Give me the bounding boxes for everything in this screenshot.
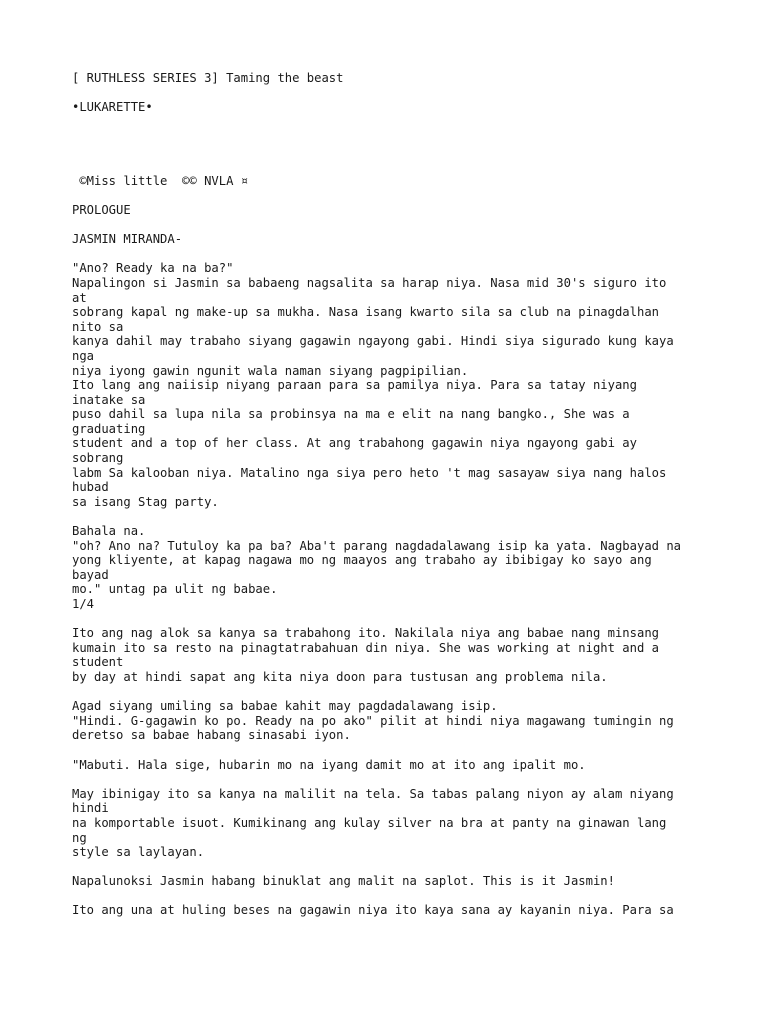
text-line: ng: [72, 830, 87, 845]
text-line: sa isang Stag party.: [72, 494, 219, 509]
chapter-heading: PROLOGUE: [72, 202, 131, 217]
text-line: by day at hindi sapat ang kita niya doon para tustusan ang problema nila.: [72, 669, 608, 684]
text-line: nga: [72, 348, 95, 363]
text-line: Napalunoksi Jasmin habang binuklat ang malit na saplot. This is it Jasmin!: [72, 874, 615, 889]
paragraph: [72, 903, 712, 918]
text-line: "Ano? Ready ka na ba?": [72, 261, 234, 276]
paragraph: [72, 699, 712, 743]
text-line: kumain ito sa resto na pinagtatrabahuan din niya. She was working at night and a: [72, 640, 659, 655]
paragraph: [72, 261, 712, 509]
text-line: hindi: [72, 801, 109, 816]
author-name: •LUKARETTE•: [72, 100, 153, 115]
body-text: [72, 261, 712, 918]
document-page: [72, 71, 712, 918]
paragraph: [72, 787, 712, 860]
text-line: sobrang: [72, 451, 124, 466]
text-line: inatake sa: [72, 392, 146, 407]
text-line: Bahala na.: [72, 524, 146, 539]
text-line: 1/4: [72, 597, 95, 611]
pov-label: JASMIN MIRANDA-: [72, 232, 183, 247]
text-line: nito sa: [72, 319, 124, 334]
text-line: Ito lang ang naiisip niyang paraan para sa pamilya niya. Para sa tatay niyang: [72, 378, 637, 393]
text-line: niya iyong gawin ngunit wala naman siyang pagpipilian.: [72, 363, 469, 378]
text-line: at: [72, 290, 87, 305]
text-line: Ito ang nag alok sa kanya sa trabahong ito. Nakilala niya ang babae nang minsang: [72, 626, 659, 641]
text-line: "oh? Ano na? Tutuloy ka pa ba? Aba't parang nagdadalawang isip ka yata. Nagbayad na: [72, 538, 682, 553]
credit-line: ©Miss little ©© NVLA ¤: [72, 173, 249, 188]
text-line: Napalingon si Jasmin sa babaeng nagsalita sa harap niya. Nasa mid 30's siguro ito: [72, 275, 667, 290]
text-line: May ibinigay ito sa kanya na malilit na tela. Sa tabas palang niyon ay alam niyang: [72, 786, 674, 801]
paragraph: [72, 626, 712, 684]
text-line: puso dahil sa lupa nila sa probinsya na ma e elit na nang bangko., She was a: [72, 407, 630, 422]
text-line: student and a top of her class. At ang trabahong gagawin niya ngayong gabi ay: [72, 436, 637, 451]
text-line: "Mabuti. Hala sige, hubarin mo na iyang damit mo at ito ang ipalit mo.: [72, 757, 586, 772]
text-line: hubad: [72, 480, 109, 495]
paragraph: [72, 874, 712, 889]
text-line: kanya dahil may trabaho siyang gagawin ngayong gabi. Hindi siya sigurado kung kaya: [72, 334, 674, 349]
paragraph: [72, 524, 712, 612]
text-line: student: [72, 655, 124, 670]
document-title: [ RUTHLESS SERIES 3] Taming the beast: [72, 71, 344, 85]
text-line: labm Sa kalooban niya. Matalino nga siya pero heto 't mag sasayaw siya nang halos: [72, 465, 667, 480]
text-line: Ito ang una at huling beses na gagawin niya ito kaya sana ay kayanin niya. Para sa: [72, 903, 674, 918]
text-line: Agad siyang umiling sa babae kahit may pagdadalawang isip.: [72, 699, 498, 714]
text-line: yong kliyente, at kapag nagawa mo ng maayos ang trabaho ay ibibigay ko sayo ang: [72, 553, 652, 568]
paragraph: [72, 758, 712, 773]
text-line: na komportable isuot. Kumikinang ang kulay silver na bra at panty na ginawan lang: [72, 815, 667, 830]
text-line: bayad: [72, 567, 109, 582]
text-line: graduating: [72, 421, 146, 436]
text-line: style sa laylayan.: [72, 845, 205, 860]
text-line: deretso sa babae habang sinasabi iyon.: [72, 728, 351, 743]
text-line: mo." untag pa ulit ng babae.: [72, 582, 278, 597]
text-line: "Hindi. G-gagawin ko po. Ready na po ako" pilit at hindi niya magawang tumingin ng: [72, 713, 674, 728]
text-line: sobrang kapal ng make-up sa mukha. Nasa isang kwarto sila sa club na pinagdalhan: [72, 305, 659, 320]
